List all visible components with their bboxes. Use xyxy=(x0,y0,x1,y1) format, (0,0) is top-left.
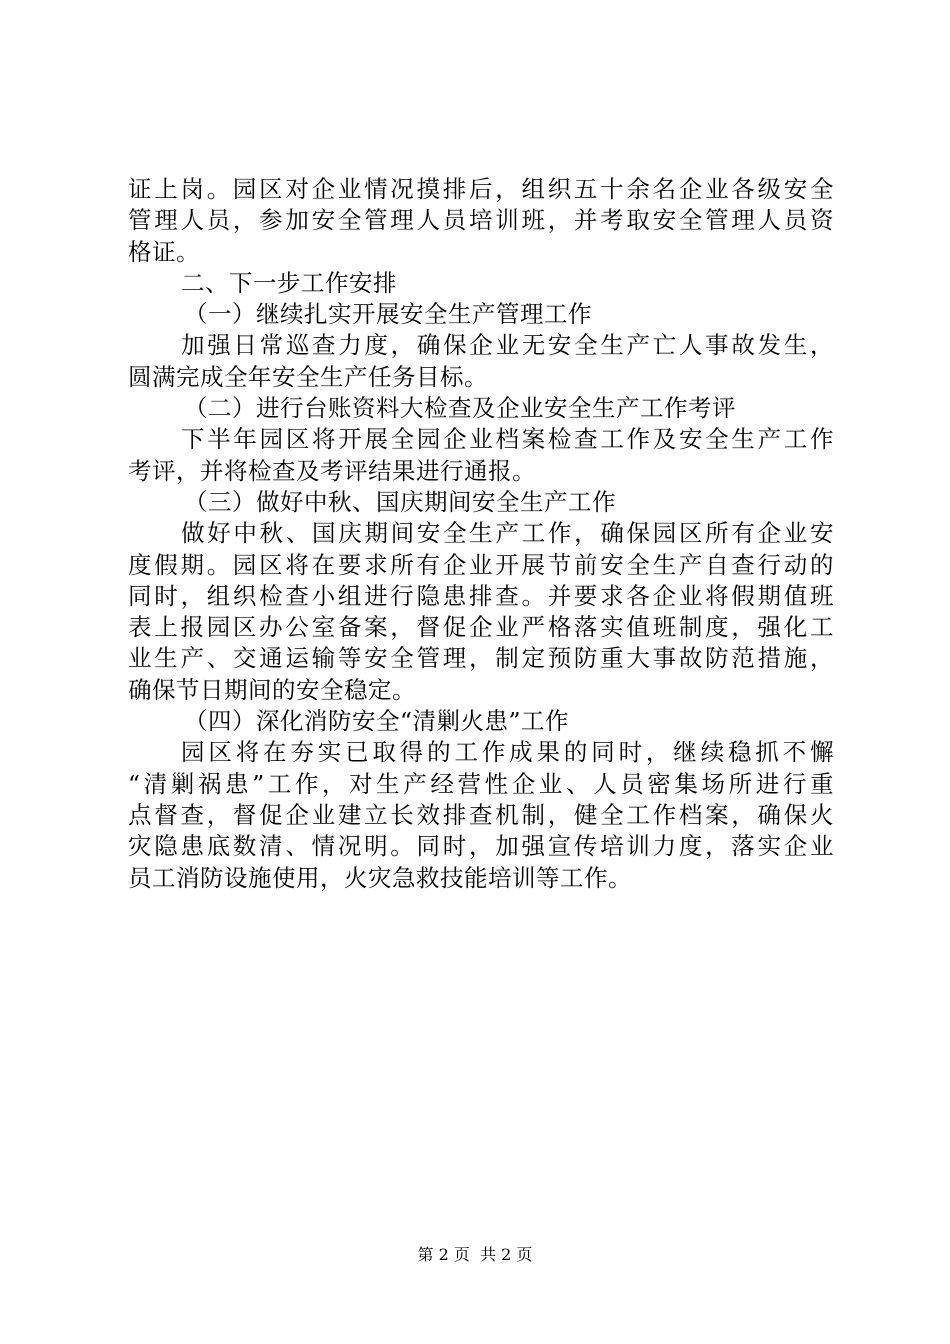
paragraph-line: 加强日常巡查力度，确保企业无安全生产亡人事故发生， xyxy=(181,331,834,360)
subsection-heading: （四）深化消防安全“清剿火患”工作 xyxy=(184,707,570,736)
subsection-heading: （一）继续扎实开展安全生产管理工作 xyxy=(184,300,592,329)
paragraph-line: 格证。 xyxy=(128,237,200,266)
paragraph-line: 确保节日期间的安全稳定。 xyxy=(128,675,416,704)
page-number-footer: 第 2 页 共 2 页 xyxy=(417,1245,533,1264)
section-heading: 二、下一步工作安排 xyxy=(181,268,397,297)
paragraph-line: “清剿祸患”工作，对生产经营性企业、人员密集场所进行重 xyxy=(128,769,834,798)
paragraph-line: 员工消防设施使用，火灾急救技能培训等工作。 xyxy=(128,863,632,892)
document-body xyxy=(128,174,834,894)
paragraph-line: 管理人员，参加安全管理人员培训班，并考取安全管理人员资 xyxy=(128,206,834,235)
paragraph-line: 园区将在夯实已取得的工作成果的同时，继续稳抓不懈 xyxy=(181,738,834,767)
paragraph-line: 度假期。园区将在要求所有企业开展节前安全生产自查行动的 xyxy=(128,550,834,579)
paragraph-line: 圆满完成全年安全生产任务目标。 xyxy=(128,362,488,391)
paragraph-line: 做好中秋、国庆期间安全生产工作，确保园区所有企业安 xyxy=(181,519,834,548)
paragraph-line: 表上报园区办公室备案，督促企业严格落实值班制度，强化工 xyxy=(128,613,834,642)
subsection-heading: （三）做好中秋、国庆期间安全生产工作 xyxy=(184,487,616,516)
paragraph-line: 同时，组织检查小组进行隐患排查。并要求各企业将假期值班 xyxy=(128,581,834,610)
paragraph-line: 业生产、交通运输等安全管理，制定预防重大事故防范措施， xyxy=(128,644,834,673)
paragraph-line: 证上岗。园区对企业情况摸排后，组织五十余名企业各级安全 xyxy=(128,175,834,203)
subsection-heading: （二）进行台账资料大检查及企业安全生产工作考评 xyxy=(184,394,736,423)
paragraph-line: 点督查，督促企业建立长效排查机制，健全工作档案，确保火 xyxy=(128,800,834,829)
paragraph-line: 考评，并将检查及考评结果进行通报。 xyxy=(128,456,536,485)
paragraph-line: 灾隐患底数清、情况明。同时，加强宣传培训力度，落实企业 xyxy=(128,832,834,861)
paragraph-line: 下半年园区将开展全园企业档案检查工作及安全生产工作 xyxy=(181,425,834,454)
